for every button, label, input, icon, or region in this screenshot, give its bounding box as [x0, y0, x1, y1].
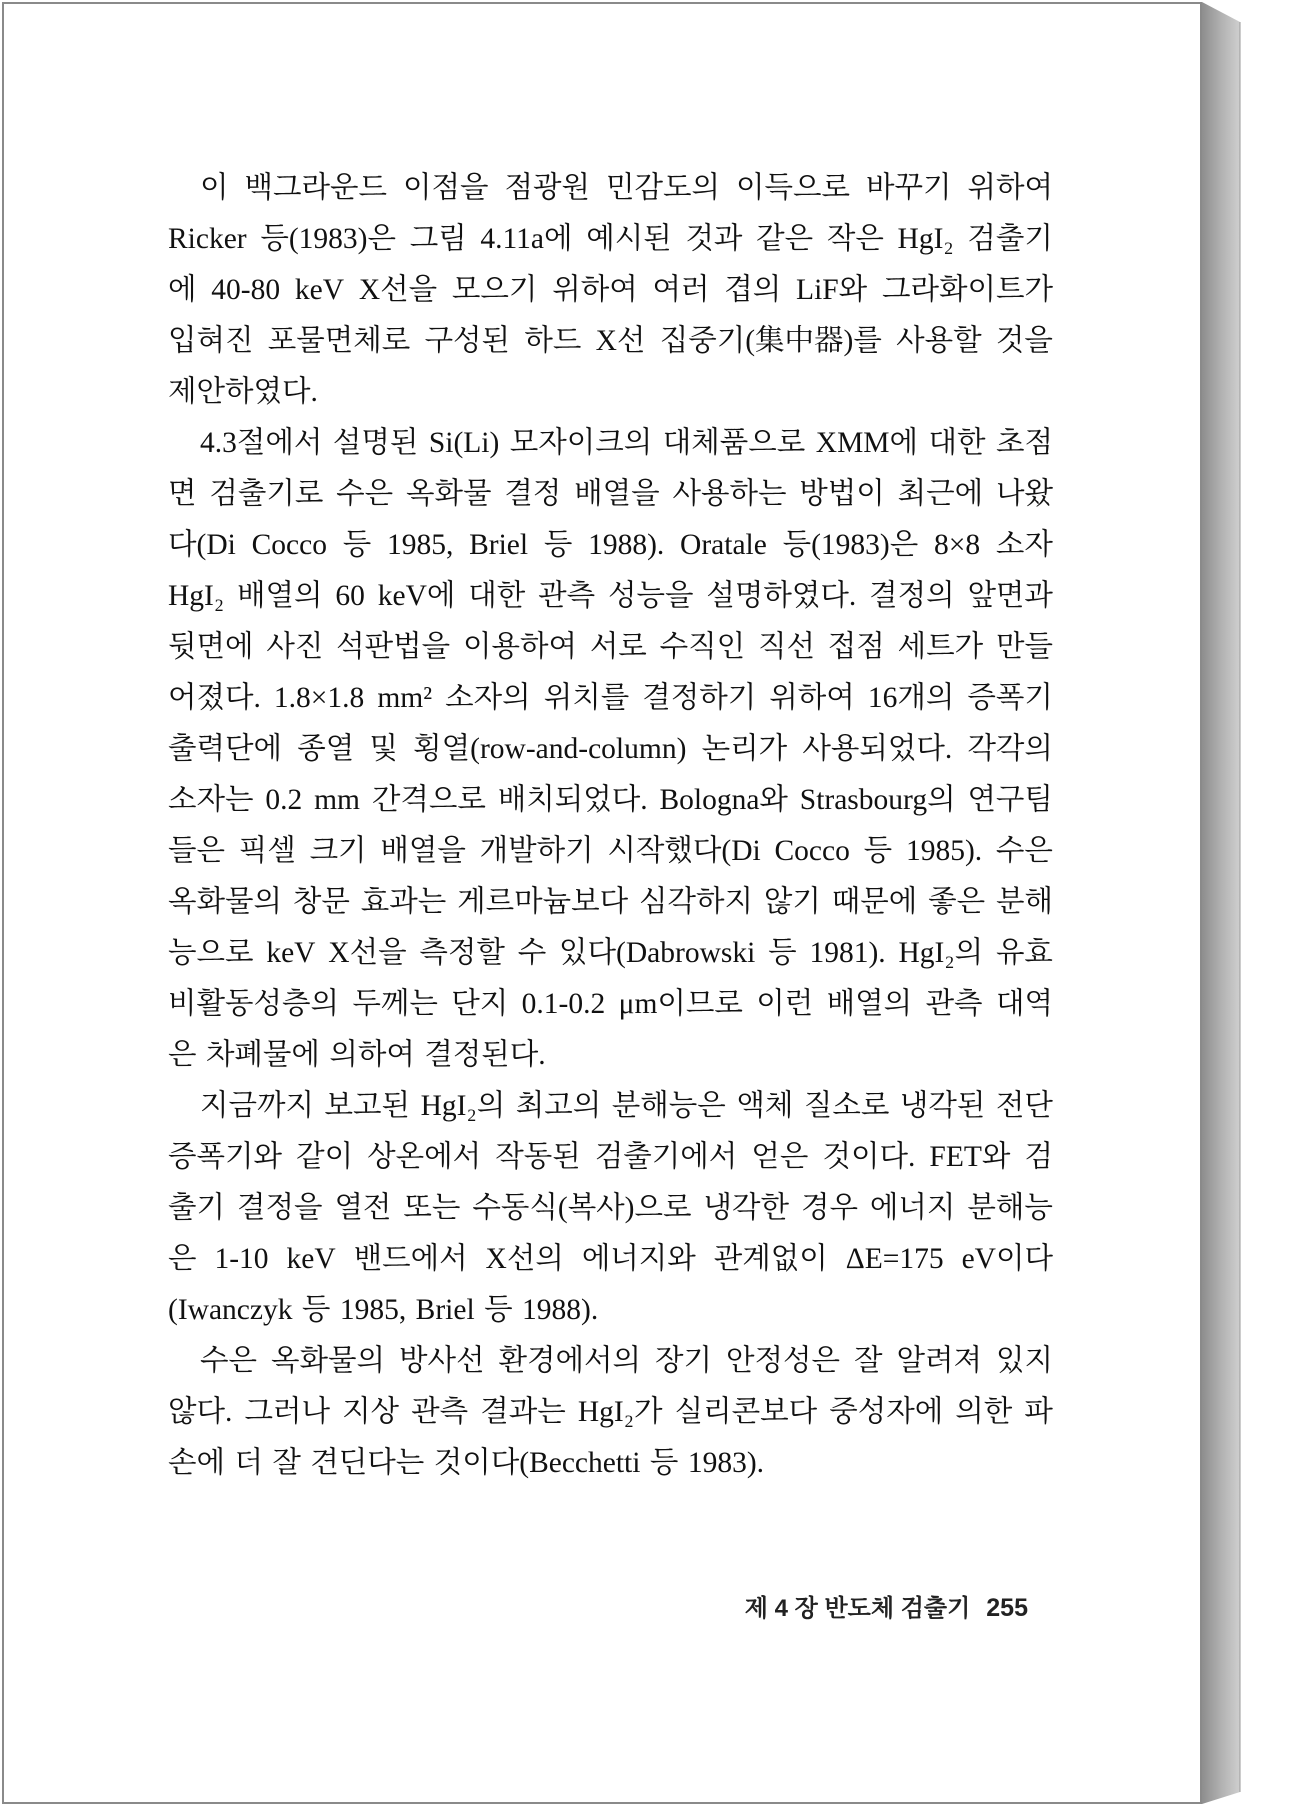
text-line: 에 40-80 keV X선을 모으기 위하여 여러 겹의 LiF와 그라화이트가: [168, 274, 1053, 306]
text-line: 면 검출기로 수은 옥화물 결정 배열을 사용하는 방법이 최근에 나왔: [168, 478, 1053, 510]
text-line: 4.3절에서 설명된 Si(Li) 모자이크의 대체품으로 XMM에 대한 초점: [200, 427, 1053, 459]
text-line: 능으로 keV X선을 측정할 수 있다(Dabrowski 등 1981). HgI₂의 유효: [168, 937, 1053, 969]
paragraph: [168, 163, 1053, 418]
paragraph: [168, 1081, 1053, 1336]
paragraph: [168, 1336, 1053, 1489]
text-line: 들은 픽셀 크기 배열을 개발하기 시작했다(Di Cocco 등 1985). 수은: [168, 835, 1053, 867]
page-footer: [745, 1588, 1028, 1623]
text-line: 손에 더 잘 견딘다는 것이다(Becchetti 등 1983).: [168, 1447, 765, 1479]
page-stack-edge: [1202, 2, 1256, 1804]
text-line: (Iwanczyk 등 1985, Briel 등 1988).: [168, 1294, 599, 1326]
text-line: 출기 결정을 열전 또는 수동식(복사)으로 냉각한 경우 에너지 분해능: [168, 1192, 1053, 1224]
text-line: 증폭기와 같이 상온에서 작동된 검출기에서 얻은 것이다. FET와 검: [168, 1141, 1053, 1173]
text-line: 뒷면에 사진 석판법을 이용하여 서로 수직인 직선 접점 세트가 만들: [168, 631, 1053, 663]
text-line: 은 1-10 keV 밴드에서 X선의 에너지와 관계없이 ΔE=175 eV이다: [168, 1243, 1053, 1275]
text-line: 제안하였다.: [168, 376, 318, 408]
text-line: 비활동성층의 두께는 단지 0.1-0.2 μm이므로 이런 배열의 관측 대역: [168, 988, 1053, 1020]
text-line: 이 백그라운드 이점을 점광원 민감도의 이득으로 바꾸기 위하여: [200, 172, 1053, 204]
text-line: 은 차폐물에 의하여 결정된다.: [168, 1039, 546, 1071]
paragraph: [168, 418, 1053, 1081]
text-line: HgI₂ 배열의 60 keV에 대한 관측 성능을 설명하였다. 결정의 앞면과: [168, 580, 1053, 612]
page-number: 255: [986, 1594, 1028, 1622]
body-text: [168, 163, 1053, 1489]
text-line: 다(Di Cocco 등 1985, Briel 등 1988). Oratale 등(1983)은 8×8 소자: [168, 529, 1053, 561]
text-line: 입혀진 포물면체로 구성된 하드 X선 집중기(集中器)를 사용할 것을: [168, 325, 1053, 357]
text-line: 않다. 그러나 지상 관측 결과는 HgI₂가 실리콘보다 중성자에 의한 파: [168, 1396, 1053, 1428]
text-line: 옥화물의 창문 효과는 게르마늄보다 심각하지 않기 때문에 좋은 분해: [168, 886, 1053, 918]
text-line: 어졌다. 1.8×1.8 mm² 소자의 위치를 결정하기 위하여 16개의 증폭기: [168, 682, 1053, 714]
text-line: Ricker 등(1983)은 그림 4.11a에 예시된 것과 같은 작은 HgI₂ 검출기: [168, 223, 1053, 255]
text-line: 지금까지 보고된 HgI₂의 최고의 분해능은 액체 질소로 냉각된 전단: [200, 1090, 1053, 1122]
running-header-chapter: 제 4 장 반도체 검출기: [744, 1595, 971, 1622]
text-line: 출력단에 종열 및 횡열(row-and-column) 논리가 사용되었다. 각각의: [168, 733, 1053, 765]
text-line: 수은 옥화물의 방사선 환경에서의 장기 안정성은 잘 알려져 있지: [200, 1345, 1053, 1377]
text-line: 소자는 0.2 mm 간격으로 배치되었다. Bologna와 Strasbourg의 연구팀: [168, 784, 1053, 816]
